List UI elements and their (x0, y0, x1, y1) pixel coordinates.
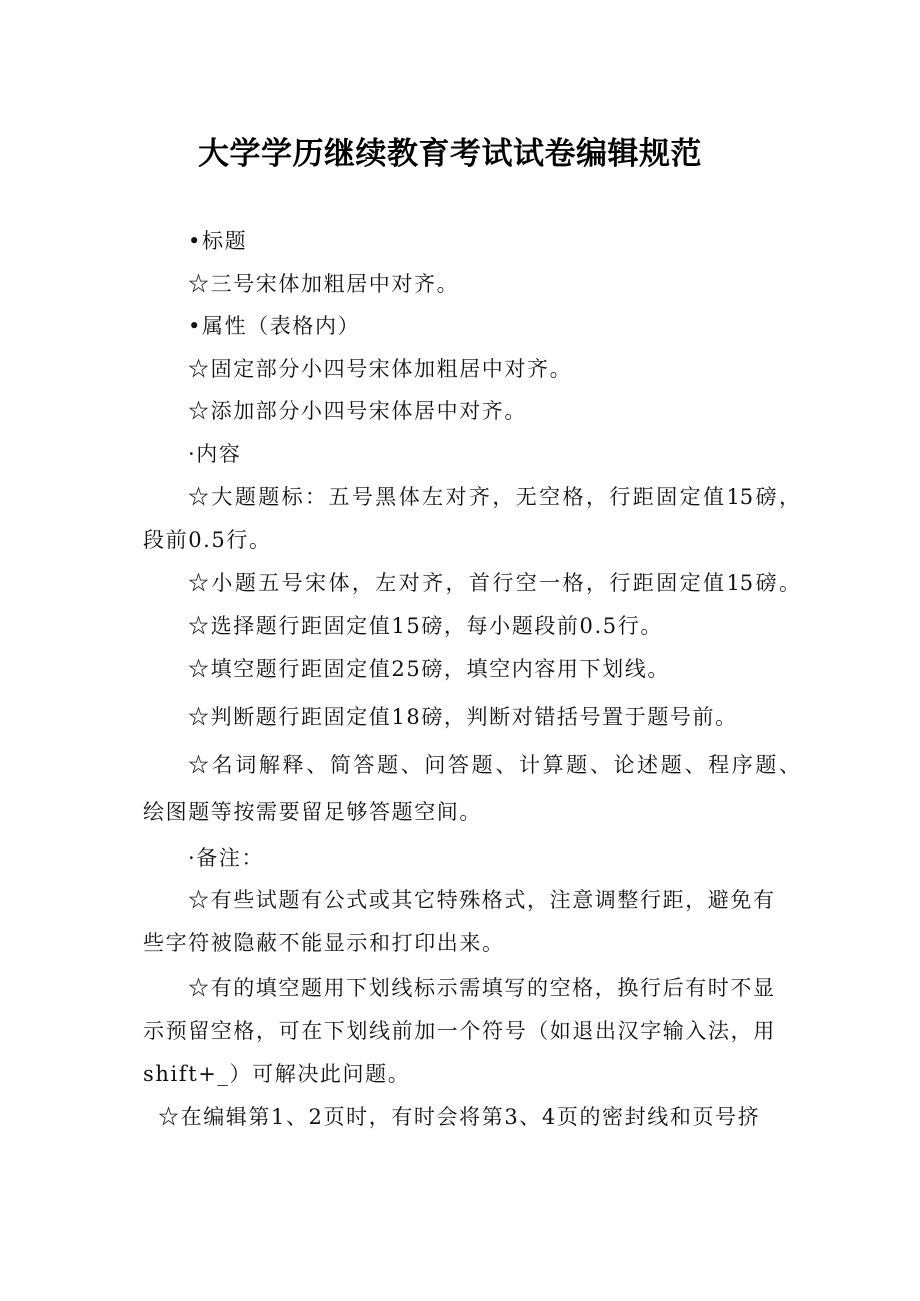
paragraph-line: ☆大题题标：五号黑体左对齐，无空格，行距固定值15磅， (188, 485, 800, 509)
paragraph-line: ☆判断题行距固定值18磅，判断对错括号置于题号前。 (188, 705, 738, 729)
paragraph-line: 绘图题等按需要留足够答题空间。 (143, 800, 482, 824)
paragraph-line: ☆有些试题有公式或其它特殊格式，注意调整行距，避免有 (188, 888, 776, 912)
section-heading-content: ·内容 (188, 442, 242, 466)
paragraph-line: ☆在编辑第1、2页时，有时会将第3、4页的密封线和页号挤 (158, 1105, 761, 1129)
section-heading-title: •标题 (188, 229, 248, 253)
paragraph-line: ☆三号宋体加粗居中对齐。 (188, 272, 460, 296)
document-title: 大学学历继续教育考试试卷编辑规范 (198, 136, 702, 172)
paragraph-line: 示预留空格，可在下划线前加一个符号（如退出汉字输入法，用 (143, 1019, 776, 1043)
paragraph-line: ☆有的填空题用下划线标示需填写的空格，换行后有时不显 (188, 976, 776, 1000)
section-heading-notes: ·备注： (188, 846, 265, 870)
paragraph-line: shift+_）可解决此问题。 (143, 1062, 411, 1086)
paragraph-line: ☆添加部分小四号宋体居中对齐。 (188, 399, 527, 423)
paragraph-line: ☆固定部分小四号宋体加粗居中对齐。 (188, 357, 573, 381)
paragraph-line: ☆选择题行距固定值15磅，每小题段前0.5行。 (188, 614, 663, 638)
paragraph-line: ☆小题五号宋体，左对齐，首行空一格，行距固定值15磅。 (188, 571, 800, 595)
paragraph-line: ☆名词解释、简答题、问答题、计算题、论述题、程序题、 (188, 753, 800, 777)
paragraph-line: ☆填空题行距固定值25磅，填空内容用下划线。 (188, 657, 670, 681)
paragraph-line: 段前0.5行。 (143, 528, 272, 552)
section-heading-attributes: •属性（表格内） (188, 314, 361, 338)
paragraph-line: 些字符被隐蔽不能显示和打印出来。 (143, 931, 505, 955)
